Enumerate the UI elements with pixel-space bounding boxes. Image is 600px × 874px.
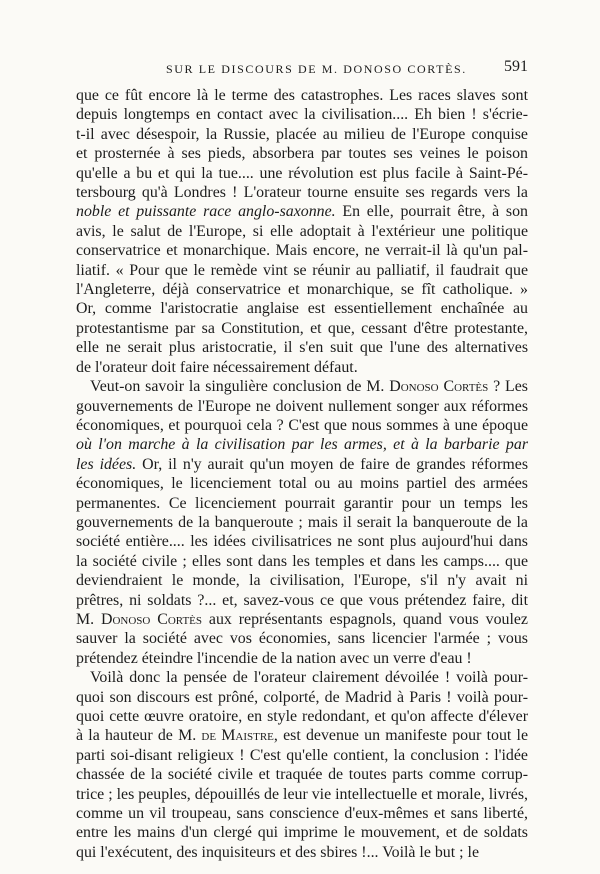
text-line xyxy=(76,319,528,338)
text-segment: deviendraient le monde, la civilisation, l'Europe, s'il n'y avait ni xyxy=(76,572,528,590)
text-segment: quoi son discours est prôné, colporté, de Madrid à Paris ! voilà pour- xyxy=(76,688,528,706)
text-line xyxy=(76,358,528,377)
italic-text: les idées. xyxy=(76,455,137,473)
text-line xyxy=(76,105,528,124)
text-line xyxy=(76,222,528,241)
text-segment: permanentes. Ce licenciement pourrait garantir pour un temps les xyxy=(76,494,528,512)
text-segment: société entière.... les idées civilisatrices ne sont plus aujourd'hui dans xyxy=(76,533,528,551)
text-line xyxy=(76,823,528,842)
text-segment: prêtres, ni soldats ?... et, savez-vous ce que vous prétendez faire, dit xyxy=(76,591,528,609)
text-line xyxy=(76,377,528,396)
text-line xyxy=(76,202,528,221)
text-segment: chassée de la société civile et traquée de toutes parts comme corrup- xyxy=(76,766,528,784)
running-head: SUR LE DISCOURS DE M. DONOSO CORTÈS. xyxy=(166,62,467,76)
text-segment: prétendez éteindre l'incendie de la nation avec un verre d'eau ! xyxy=(76,649,472,667)
text-segment: , est devenue un manifeste pour tout le xyxy=(273,727,528,745)
text-segment: tersbourg qu'à Londres ! L'orateur tourne ensuite ses regards vers la xyxy=(76,184,528,202)
text-line xyxy=(76,397,528,416)
text-segment: parti soi-disant religieux ! C'est qu'elle contient, la conclusion : l'idée xyxy=(76,746,528,764)
text-line xyxy=(76,280,528,299)
name-text: M. Donoso Cortès xyxy=(366,378,489,396)
text-line xyxy=(76,164,528,183)
page-header xyxy=(76,58,528,78)
text-line xyxy=(76,765,528,784)
text-segment: En elle, pourrait être, à son xyxy=(335,203,528,221)
text-segment: elle ne serait plus aristocratie, il s'en suit que l'une des alternatives xyxy=(76,339,528,357)
text-segment: qui l'exécutent, des inquisiteurs et des sbires !... Voilà le but ; le xyxy=(76,843,479,861)
text-line xyxy=(76,474,528,493)
text-segment: et prosternée à ses pieds, absorbera par toutes ses veines le poison xyxy=(76,145,528,163)
text-line xyxy=(76,649,528,668)
text-segment: liatif. « Pour que le remède vint se réunir au palliatif, il faudrait que xyxy=(76,261,528,279)
text-segment: économiques, et pourquoi cela ? C'est que nous sommes à une époque xyxy=(76,416,528,434)
text-segment: gouvernements de l'Europe ne doivent nullement songer aux réformes xyxy=(76,397,528,415)
text-segment: sauver la société avec vos économies, sans licencier l'armée ; vous xyxy=(76,630,528,648)
text-segment: avis, le salut de l'Europe, si elle adoptait à l'extérieur une politique xyxy=(76,222,528,240)
text-line xyxy=(76,629,528,648)
text-line xyxy=(76,591,528,610)
text-line xyxy=(76,843,528,862)
paragraph xyxy=(76,668,528,862)
text-line xyxy=(76,668,528,687)
text-line xyxy=(76,299,528,318)
name-text: M. Donoso Cortès xyxy=(76,610,203,628)
body-text xyxy=(76,86,528,862)
text-line xyxy=(76,338,528,357)
text-line xyxy=(76,261,528,280)
text-line xyxy=(76,86,528,105)
text-segment: à la hauteur de xyxy=(76,727,179,745)
paragraph xyxy=(76,377,528,668)
text-segment: que ce fût encore là le terme des catastrophes. Les races slaves sont xyxy=(76,87,528,104)
text-segment: protestantisme par sa Constitution, et que, cessant d'être protestante, xyxy=(76,319,528,337)
text-segment: qu'elle a bu et qui la tue.... une révolution est plus facile à Saint-Pé- xyxy=(76,164,528,182)
text-line xyxy=(76,494,528,513)
text-segment: Veut-on savoir la singulière conclusion de xyxy=(90,378,367,396)
text-line xyxy=(76,532,528,551)
text-segment: l'Angleterre, déjà conservatrice et monarchique, se fît catholique. » xyxy=(76,281,528,299)
text-line xyxy=(76,513,528,532)
name-text: M. de Maistre xyxy=(178,727,274,745)
italic-text: où l'on marche à la civilisation par les armes, et à la barbarie par xyxy=(76,436,528,454)
text-line xyxy=(76,455,528,474)
text-line xyxy=(76,241,528,260)
text-line xyxy=(76,785,528,804)
text-segment: aux représentants espagnols, quand vous voulez xyxy=(202,610,528,628)
text-segment: Or, comme l'aristocratie anglaise est essentiellement enchaînée au xyxy=(76,300,528,318)
text-segment: conservatrice et monarchique. Mais encore, ne verrait-il là qu'un pal- xyxy=(76,242,528,260)
text-segment: Or, il n'y aurait qu'un moyen de faire de grandes réformes xyxy=(136,455,528,473)
text-line xyxy=(76,746,528,765)
text-line xyxy=(76,144,528,163)
text-segment: gouvernements de la banqueroute ; mais il serait la banqueroute de la xyxy=(76,513,528,531)
page-number: 591 xyxy=(504,58,528,75)
text-line xyxy=(76,416,528,435)
text-line xyxy=(76,804,528,823)
text-segment: la société civile ; elles sont dans les temples et dans les camps.... que xyxy=(76,552,528,570)
text-segment: comme un vil troupeau, sans conscience d'eux-mêmes et sans liberté, xyxy=(76,805,528,823)
text-line xyxy=(76,726,528,745)
italic-text: noble et puissante race anglo-saxonne. xyxy=(76,203,336,221)
text-line xyxy=(76,707,528,726)
text-segment: trice ; les peuples, dépouillés de leur vie intellectuelle et morale, livrés, xyxy=(76,785,528,803)
text-segment: ? Les xyxy=(488,378,528,396)
text-line xyxy=(76,125,528,144)
text-line xyxy=(76,571,528,590)
text-line xyxy=(76,552,528,571)
text-segment: quoi cette œuvre oratoire, en style redondant, et qu'on affecte d'élever xyxy=(76,708,528,725)
text-segment: de l'orateur doit faire nécessairement défaut. xyxy=(76,358,358,376)
text-segment: depuis longtemps en contact avec la civilisation.... Eh bien ! s'écrie- xyxy=(76,106,528,124)
text-line xyxy=(76,688,528,707)
text-segment: t-il avec désespoir, la Russie, placée au milieu de l'Europe conquise xyxy=(76,125,528,143)
text-line xyxy=(76,435,528,454)
text-line xyxy=(76,183,528,202)
text-line xyxy=(76,610,528,629)
paragraph xyxy=(76,86,528,377)
text-segment: économiques, le licenciement total ou au moins partiel des armées xyxy=(76,475,528,493)
text-segment: Voilà donc la pensée de l'orateur clairement dévoilée ! voilà pour- xyxy=(90,669,528,687)
text-segment: entre les mains d'un clergé qui imprime le mouvement, et de soldats xyxy=(76,824,528,842)
